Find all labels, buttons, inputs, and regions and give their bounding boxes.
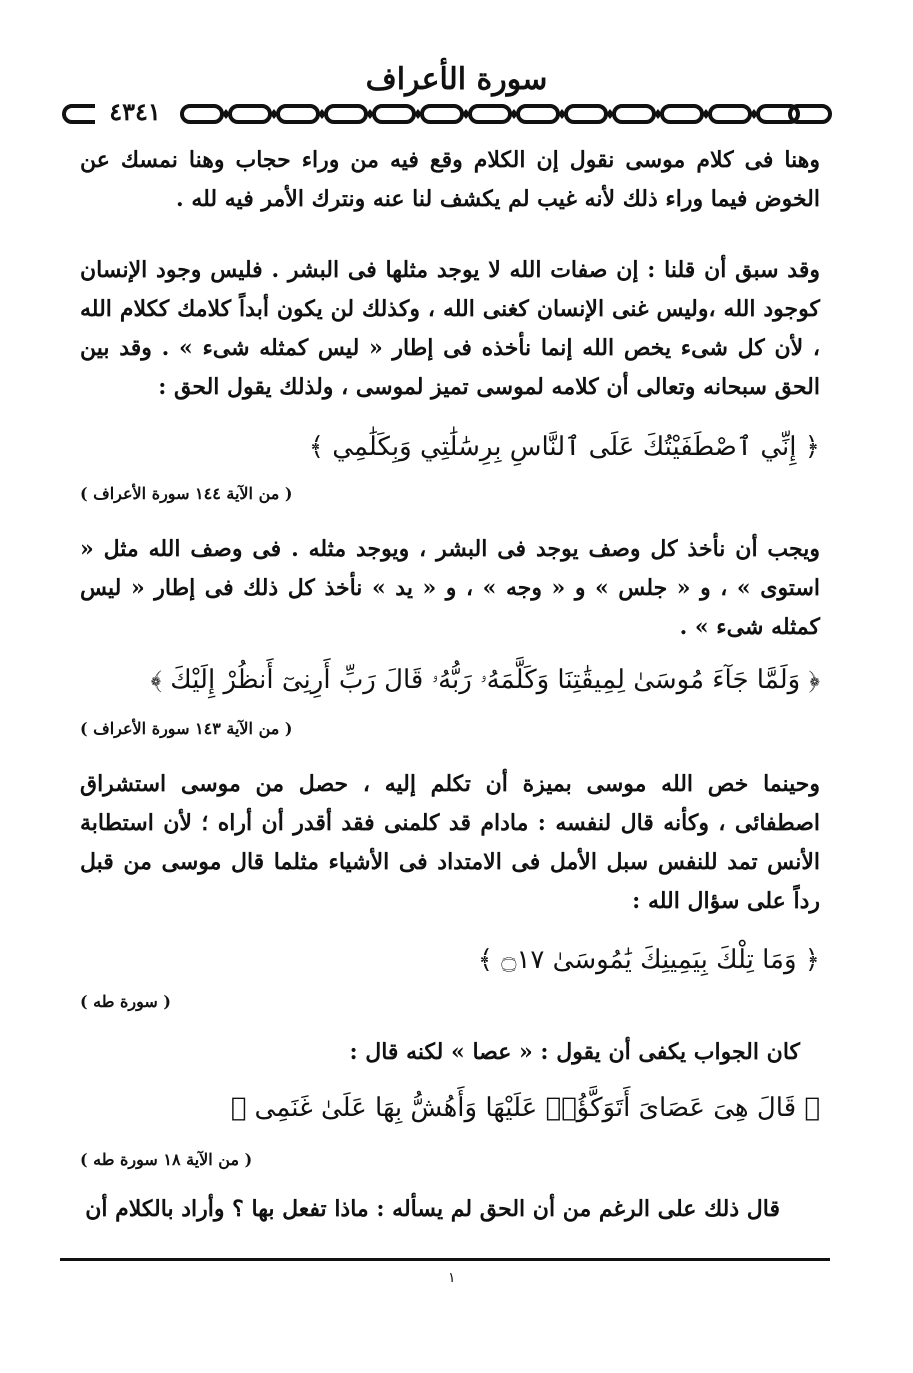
page-number: ٤٣٤١ (95, 97, 175, 126)
paragraph-6: قال ذلك على الرغم من أن الحق لم يسأله : ماذا تفعل بها ؟ وأراد بالكلام أن (85, 1196, 780, 1222)
verse-reference-3: ( سورة طه ) (80, 992, 171, 1011)
footnote-mark: ١ (448, 1270, 456, 1286)
verse-reference-1: ( من الآية ١٤٤ سورة الأعراف ) (80, 484, 293, 503)
paragraph-4: وحينما خص الله موسى بميزة أن تكلم إليه ، حصل من موسى استشراق اصطفائى ، وكأنه قال لنفسه : مادام قد كلمنى فقد أقدر أن أراه ؛ لأن استطابة الأنس تمد للنفس سبل الأمل فى الامتداد فى الأشياء مثلما قال موسى من قبل رداً على سؤال الله : (80, 771, 820, 914)
paragraph-3: ويجب أن نأخذ كل وصف يوجد فى البشر ، ويوجد مثله . فى وصف الله مثل « استوى » ، و « جلس » و « وجه » ، و « يد » نأخذ كل ذلك فى إطار « ليس كمثله شىء » . (80, 536, 820, 640)
verse-reference-4: ( من الآية ١٨ سورة طه ) (80, 1150, 253, 1169)
verse-reference-2: ( من الآية ١٤٣ سورة الأعراف ) (80, 719, 293, 738)
paragraph-5: كان الجواب يكفى أن يقول : « عصا » لكنه قال : (349, 1039, 800, 1065)
quran-verse-2: ﴿ وَلَمَّا جَآءَ مُوسَىٰ لِمِيقَٰتِنَا وَكَلَّمَهُۥ رَبُّهُۥ قَالَ رَبِّ أَرِنِىٓ أَنظُرْ إِلَيْكَ ﴾ (150, 665, 820, 695)
paragraph-2: وقد سبق أن قلنا : إن صفات الله لا يوجد مثلها فى البشر . فليس وجود الإنسان كوجود الله ،وليس غنى الإنسان كغنى الله ، وكذلك لن يكون أبداً كلامك ككلام الله ، لأن كل شىء يخص الله إنما نأخذه فى إطار « ليس كمثله شىء » . وقد بين الحق سبحانه وتعالى أن كلامه لموسى تميز لموسى ، ولذلك يقول الحق : (80, 257, 820, 400)
quran-verse-3: ﴿ وَمَا تِلْكَ بِيَمِينِكَ يَٰمُوسَىٰ ۝١٧ ﴾ (477, 945, 820, 975)
ornament-border (62, 100, 832, 128)
quran-verse-1: ﴿ إِنِّي ٱصْطَفَيْتُكَ عَلَى ٱلنَّاسِ بِرِسَٰلَٰتِي وَبِكَلَٰمِي ﴾ (308, 432, 820, 462)
surah-title: سورة الأعراف (365, 62, 548, 97)
paragraph-1: وهنا فى كلام موسى نقول إن الكلام وقع فيه من وراء حجاب وهنا نمسك عن الخوض فيما وراء ذلك لأنه غيب لم يكشف لنا عنه ونترك الأمر فيه لله . (80, 147, 820, 212)
bottom-rule (60, 1258, 830, 1261)
quran-verse-4: ﴿ قَالَ هِىَ عَصَاىَ أَتَوَكَّؤُا۟ عَلَيْهَا وَأَهُشُّ بِهَا عَلَىٰ غَنَمِى ﴾ (230, 1093, 820, 1123)
